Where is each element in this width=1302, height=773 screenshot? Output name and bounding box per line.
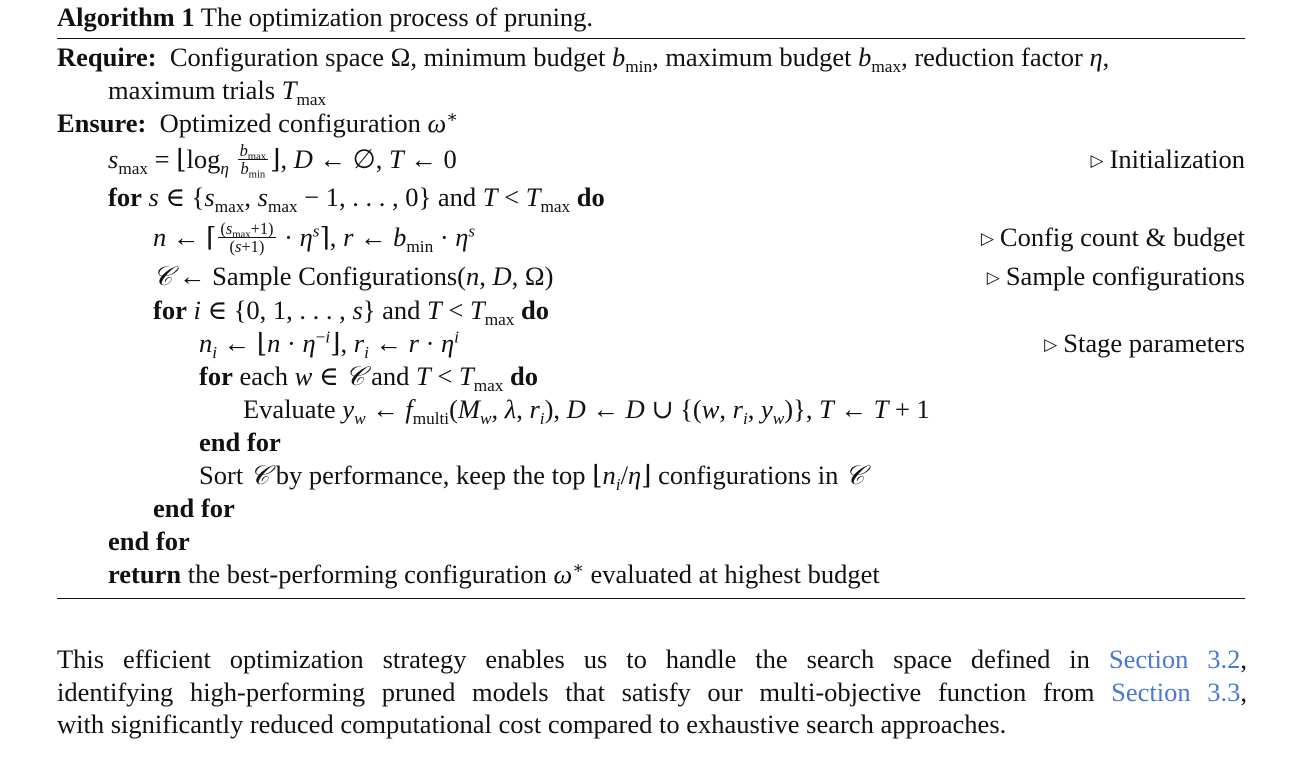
comment-stage (1044, 326, 1245, 362)
kw-return: return (108, 559, 182, 589)
algorithm-caption: The optimization process of pruning. (200, 2, 594, 32)
require-line-2: maximum trials $T_{max}$ (108, 75, 327, 110)
kw-and: and (382, 295, 421, 325)
kw-end-for: end for (199, 427, 281, 457)
top-rule (57, 38, 1245, 39)
bottom-rule (57, 598, 1245, 599)
algo-line-init: $s_{max}$ = $⌊\log_\eta$ $\frac{b_{max}}{b_{min}}$ ⌋, D ← ∅, T ← 0 ▷ Initialization (108, 141, 1245, 182)
sort-text-a: Sort (199, 460, 250, 490)
paragraph-line-2 (57, 676, 1247, 709)
paragraph-comma-2: , (1240, 676, 1247, 707)
comment-init-text: Initialization (1109, 144, 1245, 174)
comment-config (981, 220, 1245, 256)
sort-text-c: configurations in (651, 460, 845, 490)
triangle-icon: ▷ (1090, 151, 1104, 170)
kw-do: do (510, 361, 539, 391)
algo-line-sort: Sort 𝒞 by performance, keep the top $⌊n_i/\eta⌋$ configurations in 𝒞 (199, 460, 865, 495)
evaluate-text: Evaluate (243, 394, 343, 424)
ensure-text: Optimized configuration (159, 108, 428, 138)
triangle-icon: ▷ (1044, 335, 1058, 354)
ensure-line: Ensure: Optimized configuration ω∗ (57, 107, 458, 138)
algo-line-for-i: for i ∈ {0, 1, . . . , s} and $T < T_{max}$ do (153, 295, 549, 330)
kw-do: do (576, 182, 605, 212)
ensure-label: Ensure: (57, 108, 147, 138)
kw-and: and (437, 182, 477, 212)
require-line: Require: Configuration space Ω, minimum budget $b_{min}$, maximum budget $b_{max}$, reduction factor η, (57, 42, 1110, 77)
kw-for: for (199, 361, 233, 391)
sort-text-b: by performance, keep the top (269, 460, 593, 490)
kw-do: do (521, 295, 549, 325)
paragraph-comma-1: , (1240, 644, 1247, 674)
require-label: Require: (57, 42, 157, 72)
require-text-a: Configuration space Ω, minimum budget (169, 42, 613, 72)
triangle-icon: ▷ (986, 268, 1000, 287)
require-text-e: maximum trials (108, 75, 282, 105)
require-text-d: , (1102, 42, 1110, 72)
triangle-icon: ▷ (980, 229, 994, 248)
comment-config-text: Config count & budget (999, 222, 1245, 252)
algorithm-title (57, 1, 593, 33)
kw-end-for: end for (108, 526, 190, 556)
section-3-3-link[interactable]: Section 3.3 (1111, 676, 1241, 707)
paragraph-line-1 (57, 643, 1247, 676)
require-text-b: , maximum budget (652, 42, 859, 72)
algo-line-ni-ri: $n_i$ ← ⌊n · $\eta^{-i}⌋$, $r_i$ ← $r \cdot \eta^i$ ▷ Stage parameters (199, 327, 1245, 363)
kw-for: for (108, 182, 142, 212)
comment-stage-text: Stage parameters (1063, 328, 1245, 358)
paragraph-text-2: identifying high-performing pruned models that satisfy our multi-objective function from (57, 676, 1112, 707)
section-3-2-link[interactable]: Section 3.2 (1108, 644, 1241, 674)
algo-line-for-s: for s ∈ {$s_{max}$, $s_{max} - 1$, . . . , 0} and $T < T_{max}$ do (108, 182, 605, 217)
kw-and: and (371, 361, 410, 391)
algo-line-end-for-3 (57, 425, 1245, 459)
kw-end-for: end for (153, 493, 235, 523)
sample-text: Sample Configurations( (212, 261, 467, 291)
kw-for: for (153, 295, 187, 325)
comment-sample (987, 259, 1245, 295)
algo-line-end-for-2 (57, 491, 1245, 525)
return-text-b: evaluated at highest budget (583, 559, 880, 589)
algo-line-return: return the best-performing configuration ω∗ evaluated at highest budget (108, 558, 880, 589)
return-text-a: the best-performing configuration (181, 559, 554, 589)
kw-each: each (239, 361, 289, 391)
comment-sample-text: Sample configurations (1005, 261, 1245, 291)
algorithm-label: Algorithm 1 (57, 2, 195, 32)
paragraph-line-3: with significantly reduced computational cost compared to exhaustive search approaches. (57, 709, 1007, 739)
algo-line-sample: 𝒞 ← Sample Configurations(n, D, Ω) ▷ Sample configurations (57, 259, 1245, 293)
algo-line-end-for-1 (57, 524, 1245, 558)
algo-line-n-r: n ← ⌈ $\frac{(s_{max}+1)}{(s+1)}$ · $\eta^s⌉$, r ← $b_{min} \cdot \eta^s$ ▷ Config count & budget (153, 219, 1245, 257)
require-text-c: , reduction factor (901, 42, 1090, 72)
body-paragraph (57, 643, 1247, 741)
algo-line-evaluate: Evaluate $y_w$ ← $f_{multi}(M_w$, λ, $r_i$), D ← D ∪ {(w, $r_i$, $y_w$)}, T ← T + 1 (243, 394, 930, 429)
comment-init (1091, 142, 1245, 178)
algo-line-for-each: for each w ∈ 𝒞 and $T < T_{max}$ do (199, 361, 539, 396)
paragraph-text-1: This efficient optimization strategy enables us to handle the search space defined in (57, 644, 1109, 674)
